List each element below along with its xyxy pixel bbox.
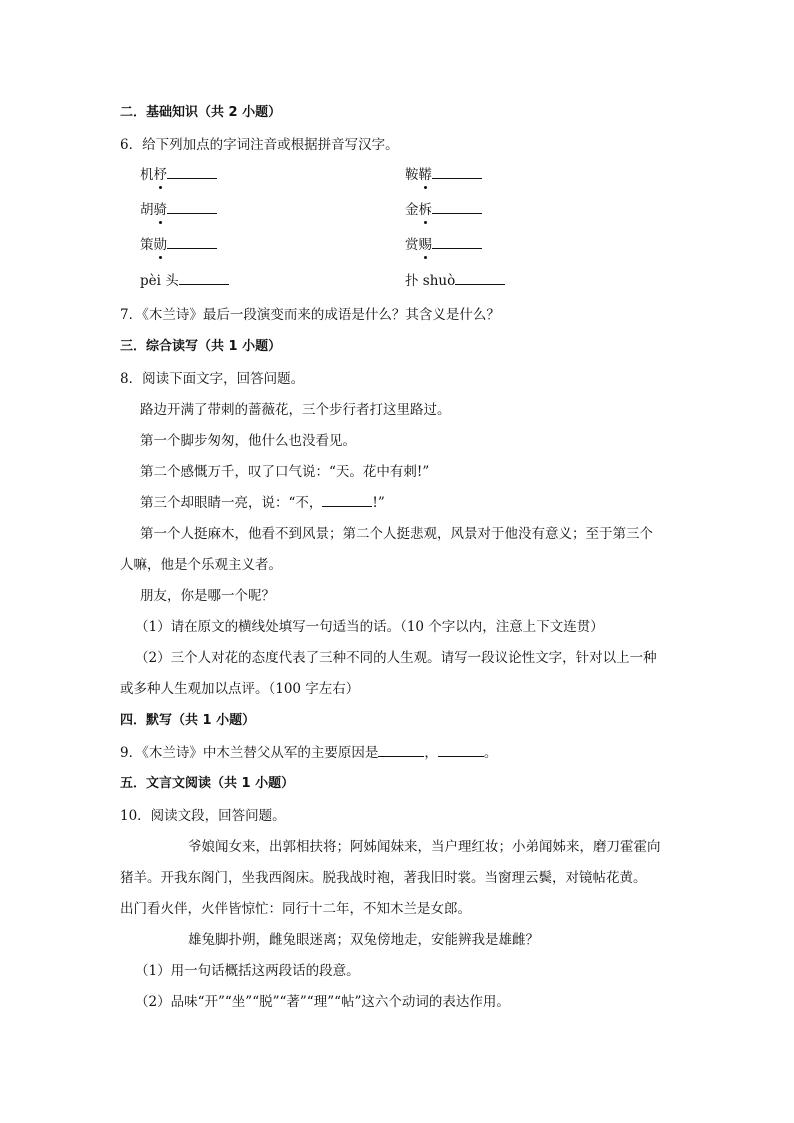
q10-passage-1-line-1: 爷娘闻女来，出郭相扶将；阿姊闻妹来，当户理红妆；小弟闻姊来，磨刀霍霍向	[188, 839, 661, 855]
answer-blank[interactable]	[167, 201, 217, 214]
q8-paragraph-5-line-1: 第一个人挺麻木，他看不到风景；第二个人挺悲观，风景对于他没有意义；至于第三个	[140, 526, 653, 542]
q6-item-7-pre: pèi 头	[140, 273, 179, 289]
answer-blank[interactable]	[432, 166, 482, 179]
q8-paragraph-5-line-2: 人嘛，他是个乐观主义者。	[120, 557, 282, 573]
q6-item-1	[140, 166, 217, 184]
q6-item-8-pre: 扑 shuò	[405, 273, 456, 289]
q8-stem: 8．阅读下面文字，回答问题。	[120, 371, 305, 387]
q10-passage-1-line-3: 出门看火伴，火伴皆惊忙：同行十二年，不知木兰是女郎。	[120, 901, 471, 917]
q6-item-4	[405, 201, 482, 219]
q8-paragraph-2: 第一个脚步匆匆，他什么也没看见。	[140, 433, 356, 449]
answer-blank[interactable]	[438, 744, 484, 757]
q6-item-1-dot-char: 杼	[153, 167, 167, 183]
q6-item-6-dot-char: 赐	[418, 237, 432, 253]
q6-stem: 6．给下列加点的字词注音或根据拼音写汉字。	[120, 137, 399, 153]
section-5-heading: 五．文言文阅读（共 1 小题）	[120, 776, 295, 791]
q8-paragraph-4-text: 第三个却眼睛一亮，说：“不，	[140, 495, 323, 511]
q6-item-1-pre: 机	[140, 167, 154, 183]
q9-comma: ，	[424, 745, 438, 761]
q8-subquestion-2-line-2: 或多种人生观加以点评。（100 字左右）	[120, 681, 360, 697]
q6-item-2-pre: 鞍	[405, 167, 419, 183]
answer-blank[interactable]	[167, 236, 217, 249]
q6-item-4-dot-char: 柝	[418, 202, 432, 218]
q6-item-5	[140, 236, 217, 254]
q10-subquestion-2: （2）品味“开”“坐”“脱”“著”“理”“帖”这六个动词的表达作用。	[135, 994, 510, 1010]
q6-item-2-dot-char: 鞯	[418, 167, 432, 183]
q9-text	[120, 744, 497, 762]
section-4-heading: 四．默写（共 1 小题）	[120, 713, 256, 728]
q6-item-3-dot-char: 骑	[153, 202, 167, 218]
q6-item-3	[140, 201, 217, 219]
answer-blank[interactable]	[167, 166, 217, 179]
q6-item-8	[405, 272, 505, 290]
q10-stem: 10．阅读文段，回答问题。	[120, 808, 286, 824]
q8-paragraph-4	[140, 494, 385, 512]
q6-item-6	[405, 236, 482, 254]
q6-item-5-dot-char: 勋	[153, 237, 167, 253]
q9-stem: 9．《木兰诗》中木兰替父从军的主要原因是	[120, 745, 379, 761]
answer-blank[interactable]	[378, 744, 424, 757]
q10-passage-1-line-2: 猪羊。开我东阁门，坐我西阁床。脱我战时袍，著我旧时裳。当窗理云鬓，对镜帖花黄。	[120, 870, 647, 886]
answer-blank[interactable]	[432, 236, 482, 249]
q10-passage-2: 雄兔脚扑朔，雌兔眼迷离；双兔傍地走，安能辨我是雄雌？	[188, 932, 539, 948]
q8-paragraph-3: 第二个感慨万千，叹了口气说：“天。花中有刺!”	[140, 464, 430, 480]
q8-paragraph-6: 朋友，你是哪一个呢？	[140, 588, 275, 604]
q8-subquestion-2-line-1: （2）三个人对花的态度代表了三种不同的人生观。请写一段议论性文字，针对以上一种	[135, 650, 657, 666]
answer-blank[interactable]	[179, 272, 229, 285]
answer-blank[interactable]	[432, 201, 482, 214]
q7-text: 7．《木兰诗》最后一段演变而来的成语是什么？其含义是什么？	[120, 307, 500, 323]
q6-item-4-pre: 金	[405, 202, 419, 218]
q8-paragraph-1: 路边开满了带刺的蔷薇花，三个步行者打这里路过。	[140, 402, 451, 418]
q8-subquestion-1: （1）请在原文的横线处填写一句适当的话。（10 个字以内，注意上下文连贯）	[135, 619, 604, 635]
answer-blank[interactable]	[322, 494, 372, 507]
q9-period: 。	[483, 745, 498, 761]
section-2-heading: 二．基础知识（共 2 小题）	[120, 105, 282, 120]
q6-item-3-pre: 胡	[140, 202, 154, 218]
q10-subquestion-1: （1）用一句话概括这两段话的段意。	[135, 963, 360, 979]
q6-item-5-pre: 策	[140, 237, 154, 253]
section-3-heading: 三．综合读写（共 1 小题）	[120, 339, 282, 354]
q6-item-2	[405, 166, 482, 184]
q6-item-6-pre: 赏	[405, 237, 419, 253]
q6-item-7	[140, 272, 229, 290]
q8-paragraph-4-end: !”	[372, 495, 385, 511]
answer-blank[interactable]	[455, 272, 505, 285]
